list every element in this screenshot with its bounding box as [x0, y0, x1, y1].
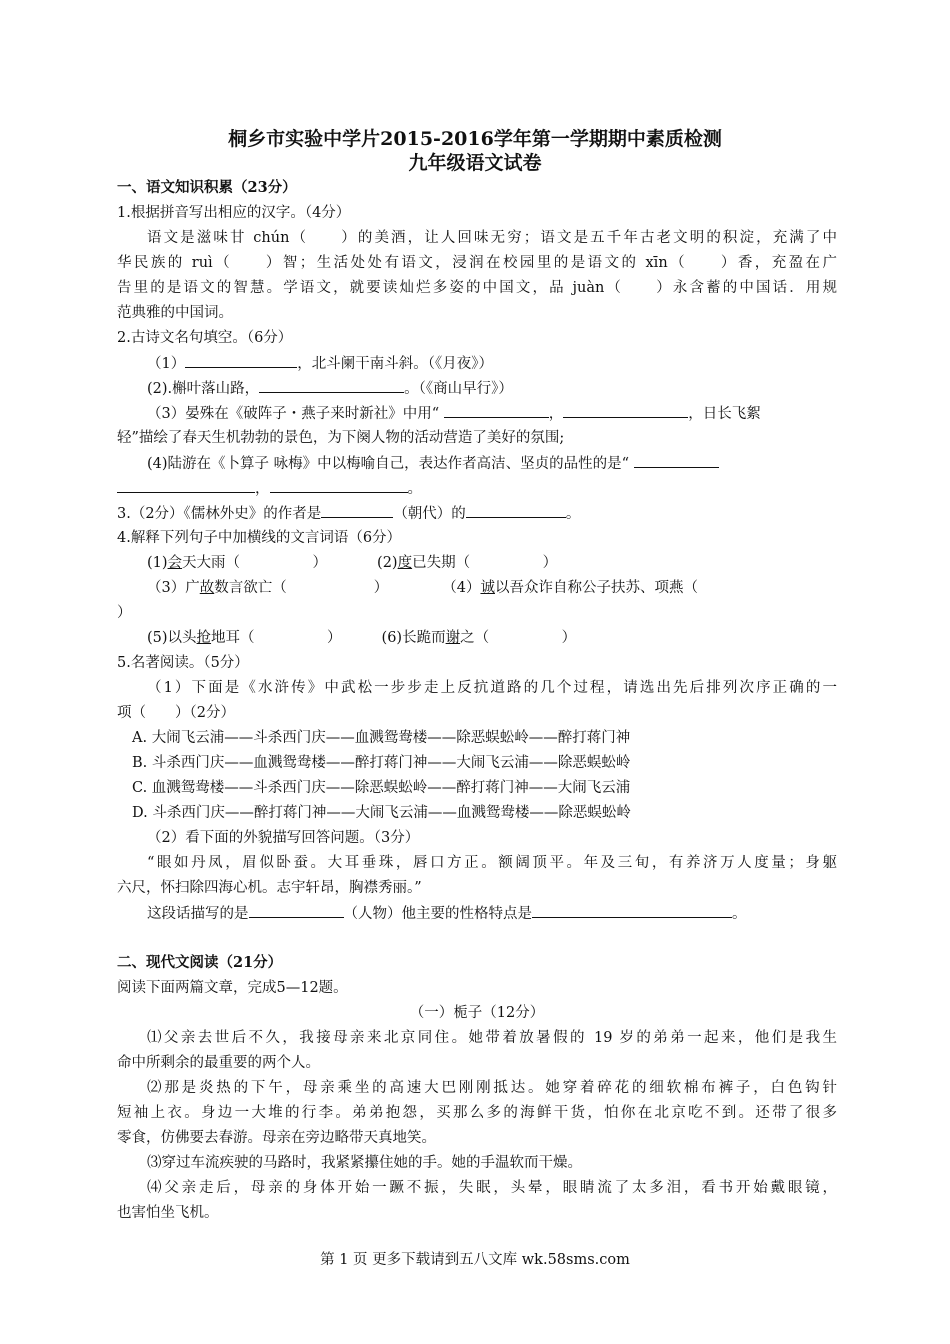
question-2-item-2: [147, 378, 837, 399]
answer-blank[interactable]: [249, 903, 344, 918]
text: （3）广: [147, 580, 200, 596]
text: ，: [548, 406, 564, 422]
option-c: C. 血溅鸳鸯楼——斗杀西门庆——除恶蜈蚣岭——醉打蒋门神——大闹飞云浦: [132, 780, 631, 796]
reading-intro: 阅读下面两篇文章，完成5—12题。: [117, 980, 348, 996]
answer-blank[interactable]: [444, 403, 549, 418]
underlined-word: 度: [397, 555, 413, 571]
text: 天大雨（ ）: [182, 555, 328, 571]
answer-blank[interactable]: [185, 353, 297, 368]
text: 这段话描写的是: [147, 906, 249, 922]
option-d: D. 斗杀西门庆——醉打蒋门神——大闹飞云浦——血溅鸳鸯楼——除恶蜈蚣岭: [132, 805, 631, 821]
text: 数言欲亡（ ）: [214, 580, 389, 596]
text: ，北斗阑干南斗斜。（《月夜》）: [297, 356, 493, 372]
article-paragraph: ⑵那是炎热的下午，母亲乘坐的高速大巴刚刚抵达。她穿着碎花的细软棉布裤子，白色钩针: [147, 1080, 837, 1096]
question-1-line: 范典雅的中国词。: [117, 305, 233, 321]
answer-blank[interactable]: [117, 478, 255, 493]
question-2-item-4-cont: [117, 478, 837, 499]
question-5-answer: [147, 903, 837, 924]
question-2-item-3-cont: 轻”描绘了春天生机勃勃的景色，为下阕人物的活动营造了美好的氛围;: [117, 430, 565, 446]
text: 已失期（ ）: [412, 555, 558, 571]
text: （1）: [147, 356, 186, 372]
answer-blank[interactable]: [466, 503, 566, 518]
question-1-line: 语文是滋味甘 chún（ ）的美酒，让人回味无穷；语文是五千年古老文明的积淀，充满了中: [147, 230, 837, 246]
text: ，日长飞絮: [688, 406, 761, 422]
article-title: （一）栀子（12分）: [409, 1005, 545, 1021]
underlined-word: 抢: [196, 630, 212, 646]
text: ，: [255, 481, 270, 497]
question-4-head: 4.解释下列句子中加横线的文言词语（6分）: [117, 530, 402, 546]
quote-line: 六尺，怀扫除四海心机。志宇轩昂，胸襟秀丽。”: [117, 880, 422, 896]
text: （3）晏殊在《破阵子・燕子来时新社》中用“: [147, 406, 444, 422]
exam-title: 桐乡市实验中学片2015-2016学年第一学期期中素质检测: [228, 128, 722, 150]
article-paragraph: 也害怕坐飞机。: [117, 1205, 219, 1221]
article-paragraph: ⑷父亲走后，母亲的身体开始一蹶不振，失眠，头晕，眼睛流了太多泪，看书开始戴眼镜，: [147, 1180, 837, 1196]
quote-line: “眼如丹凤，眉似卧蚕。大耳垂珠，唇口方正。额阔顶平。年及三旬，有养济万人度量；身躯: [147, 855, 837, 871]
text: 。: [407, 481, 422, 497]
text: (2).槲叶落山路，: [147, 381, 260, 397]
question-2-item-3: [147, 403, 837, 424]
question-4-row-2: [147, 578, 837, 598]
question-3: [117, 503, 837, 524]
exam-subtitle: 九年级语文试卷: [408, 152, 542, 174]
underlined-word: 故: [199, 580, 215, 596]
answer-blank[interactable]: [532, 903, 732, 918]
text: 3.（2分）《儒林外史》的作者是: [117, 506, 322, 522]
page-footer: 第 1 页 更多下载请到五八文库 wk.58sms.com: [320, 1252, 630, 1268]
text: 。: [565, 506, 581, 522]
option-a: A. 大闹飞云浦——斗杀西门庆——血溅鸳鸯楼——除恶蜈蚣岭——醉打蒋门神: [132, 730, 631, 746]
question-5-head: 5.名著阅读。（5分）: [117, 655, 249, 671]
question-1-line: 华民族的 ruì（ ）智；生活处处有语文，浸润在校园里的是语文的 xīn（ ）香，充盈在广: [117, 255, 837, 271]
text: （4）: [442, 580, 481, 596]
text: (1): [147, 555, 168, 571]
article-paragraph: ⑴父亲去世后不久，我接母亲来北京同住。她带着放暑假的 19 岁的弟弟一起来，他们是我生: [147, 1030, 837, 1046]
text: (5)以头: [147, 630, 197, 646]
answer-blank[interactable]: [563, 403, 688, 418]
article-paragraph: 短袖上衣。身边一大堆的行李。弟弟抱怨，买那么多的海鲜干货，怕你在北京吃不到。还带了很多: [117, 1105, 837, 1121]
text: 地耳（ ）: [211, 630, 342, 646]
text: （朝代）的: [393, 506, 466, 522]
question-5-sub-1-cont: 项（ ）（2分）: [117, 705, 235, 721]
text: 之（ ）: [460, 630, 577, 646]
question-5-sub-2: （2）看下面的外貌描写回答问题。（3分）: [147, 830, 420, 846]
question-4-row-2-cont: ）: [117, 605, 132, 621]
section-heading-1: 一、语文知识积累（23分）: [117, 179, 297, 196]
question-4-row-3: [147, 628, 837, 648]
answer-blank[interactable]: [259, 378, 404, 393]
text: （人物）他主要的性格特点是: [343, 906, 532, 922]
article-paragraph: ⑶穿过车流疾驶的马路时，我紧紧攥住她的手。她的手温软而干燥。: [147, 1155, 582, 1171]
question-5-sub-1: （1）下面是《水浒传》中武松一步步走上反抗道路的几个过程，请选出先后排列次序正确的一: [147, 680, 837, 696]
option-b: B. 斗杀西门庆——血溅鸳鸯楼——醉打蒋门神——大闹飞云浦——除恶蜈蚣岭: [132, 755, 631, 771]
text: 。: [732, 906, 747, 922]
article-paragraph: 命中所剩余的最重要的两个人。: [117, 1055, 320, 1071]
underlined-word: 诚: [480, 580, 495, 596]
answer-blank[interactable]: [270, 478, 408, 493]
question-2-item-4: [147, 453, 837, 474]
text: (6)长跪而: [381, 630, 446, 646]
question-2-head: 2.古诗文名句填空。（6分）: [117, 330, 293, 346]
text: (2): [377, 555, 398, 571]
answer-blank[interactable]: [634, 453, 719, 468]
section-heading-2: 二、现代文阅读（21分）: [117, 954, 283, 971]
article-paragraph: 零食，仿佛要去春游。母亲在旁边略带天真地笑。: [117, 1130, 436, 1146]
question-2-item-1: [147, 353, 837, 374]
question-1-line: 告里的是语文的智慧。学语文，就要读灿烂多姿的中国文，品 juàn（ ）永含蓄的中国话．用规: [117, 280, 837, 296]
question-1-head: 1.根据拼音写出相应的汉字。（4分）: [117, 205, 351, 221]
text: 以吾众诈自称公子扶苏、项燕（: [494, 580, 698, 596]
question-4-row-1: [147, 553, 837, 573]
underlined-word: 谢: [445, 630, 461, 646]
underlined-word: 会: [167, 555, 183, 571]
answer-blank[interactable]: [321, 503, 393, 518]
text: 。（《商山早行》）: [404, 381, 513, 397]
text: (4)陆游在《卜算子 咏梅》中以梅喻自己，表达作者高洁、坚贞的品性的是“: [147, 456, 634, 472]
